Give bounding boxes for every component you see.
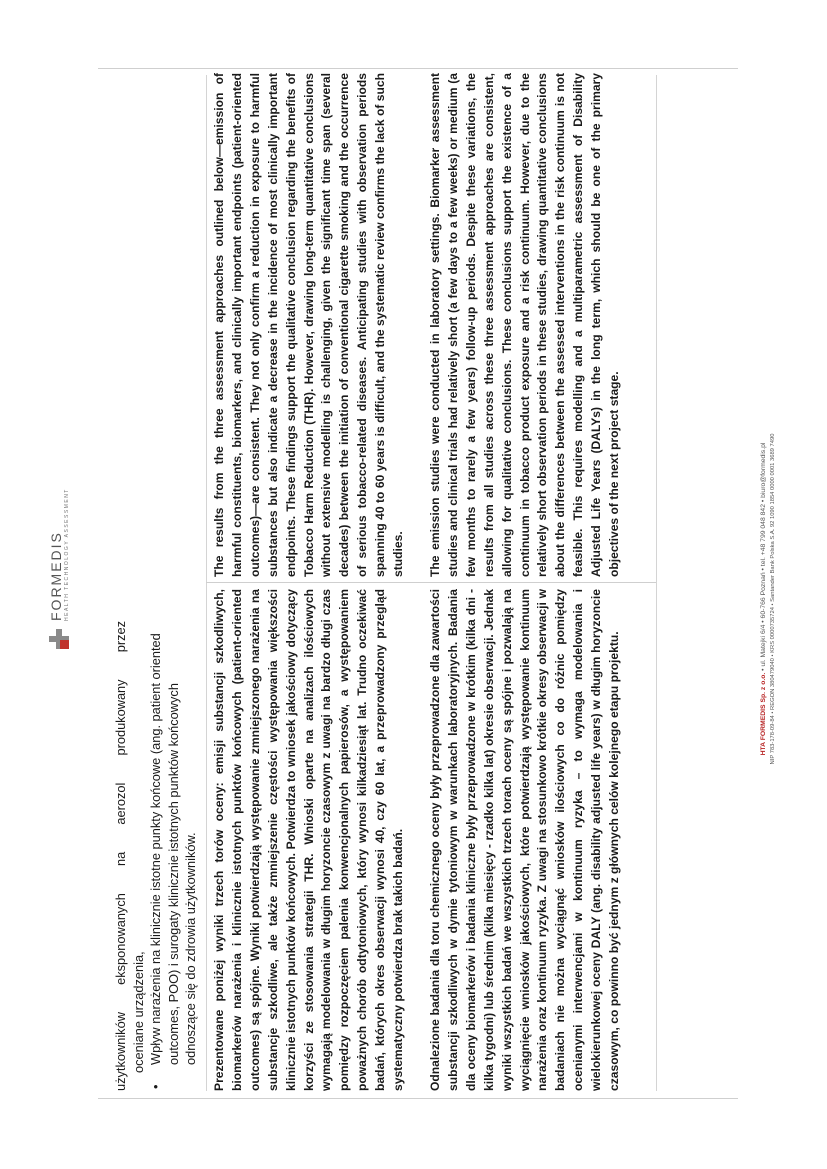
bullet-item: • Wpływ narażenia na klinicznie istotne punkty końcowe (ang. patient oriented outcomes, POO) i surogaty klinicznie istotnych punktów końcowych odnoszące się do zdrowia użytkowników.: [147, 621, 200, 1069]
brand-tagline: HEALTH TECHNOLOGY ASSESSMENT: [63, 488, 70, 621]
plus-logo-icon: [49, 629, 69, 649]
footer-company: HTA FORMEDIS Sp. z o.o.: [760, 672, 767, 756]
page-footer: [760, 289, 776, 909]
column-divider: [206, 582, 656, 583]
en-paragraph-1: The results from the three assessment approaches outlined below—emission of harmful constituents, biomarkers, and clinically important endpoints (patient-oriented outcomes)—are consistent. They not only confirm a reduction in exposure to harmful substances but also indicate a decrease in the incidence of most clinically important endpoints. These findings support the qualitative conclusion regarding the benefits of Tobacco Harm Reduction (THR). However, drawing long-term quantitative conclusions without extensive modelling is challenging, given the significant time span (several decades) between the initiation of conventional cigarette smoking and the occurrence of serious tobacco-related diseases. Anticipating studies with observation periods spanning 40 to 60 years is difficult, and the systematic review confirms the lack of such studies.: [212, 73, 406, 577]
footer-registry: NIP 783-178-09-84 • REGON 380479040 • KRS 0000735724 • Santander Bank Polska S.A. 92 1090 1854 0000 0001 3689 7490: [770, 433, 776, 765]
top-left-continuation: [112, 621, 200, 1091]
pl-paragraph-1: Prezentowane poniżej wyniki trzech torów oceny: emisji substancji szkodliwych, biomarkerów narażenia i klinicznie istotnych punktów końcowych (patient-oriented outcomes) są spójne. Wyniki potwierdzają występowanie zmniejszonego narażenia na substancje szkodliwe, ale także zmniejszenie częstości występowania większości klinicznie istotnych punktów końcowych. Potwierdza to wniosek jakościowy dotyczący korzyści ze stosowania strategii THR. Wnioski oparte na analizach ilościowych wymagają modelowania w długim horyzoncie czasowym z uwagi na bardzo długi czas pomiędzy rozpoczęciem palenia konwencjonalnych papierosów, a występowaniem poważnych chorób odtytoniowych, który wynosi kilkadziesiąt lat. Trudno oczekiwać badań, których okres obserwacji wynosi 40, czy 60 lat, a przeprowadzony przegląd systematyczny potwierdza brak takich badań.: [212, 589, 406, 1091]
footer-address: • ul. Matejki 6/4 • 60-766 Poznań • tel. +48 799 048 842 • biuro@formedis.pl: [760, 442, 767, 673]
table-divider-top: [206, 75, 207, 1091]
pl-paragraph-2: Odnalezione badania dla toru chemicznego oceny były przeprowadzone dla zawartości substancji szkodliwych w dymie tytoniowym w warunkach laboratoryjnych. Badania dla oceny biomarkerów i badania kliniczne były przeprowadzone w krótkim (kilka dni - kilka tygodni) lub średnim (kilka miesięcy - rzadko kilka lat) okresie obserwacji. Jednak wyniki wszystkich badań we wszystkich trzech torach oceny są spójne i pozwalają na wyciągnięcie wniosków jakościowych, które potwierdzają występowanie kontinuum narażenia oraz kontinuum ryzyka. Z uwagi na stosunkowo krótkie okresy obserwacji w badaniach nie można wyciągnąć wniosków ilościowych co do różnic pomiędzy ocenianymi interwencjami w kontinuum ryzyka – to wymaga modelowania i wielokierunkowej oceny DALY (ang. disability adjusted life years) w długim horyzoncie czasowym, co powinno być jednym z głównych celów kolejnego etapu projektu.: [427, 589, 622, 1091]
continuation-line-1: użytkowników eksponowanych na aerozol produkowany przez: [113, 621, 128, 1091]
en-paragraph-2: The emission studies were conducted in laboratory settings. Biomarker assessment studies and clinical trials had relatively short (a few days to a few weeks) or medium (a few months to rarely a few years) follow-up periods. Despite these variations, the results from all studies across these three assessment approaches are consistent, allowing for qualitative conclusions. These conclusions support the existence of a continuum in tobacco product exposure and a risk continuum. However, due to the relatively short observation periods in these studies, drawing quantitative conclusions about the differences between the assessed interventions in the risk continuum is not feasible. This requires modelling and a multiparametric assessment of Disability Adjusted Life Years (DALYs) in the long term, which should be one of the primary objectives of the next project stage.: [427, 73, 622, 577]
en-column: [211, 73, 643, 577]
brand-name: FORMEDIS: [47, 531, 64, 621]
right-margin-line: [98, 68, 738, 69]
footer-line-1: [760, 289, 767, 909]
pl-column: [211, 589, 643, 1091]
left-margin-line: [98, 1098, 738, 1099]
table-divider-bottom: [656, 75, 657, 1091]
continuation-line-2: oceniane urządzenia,: [130, 951, 146, 1073]
formedis-logo: [42, 488, 76, 649]
